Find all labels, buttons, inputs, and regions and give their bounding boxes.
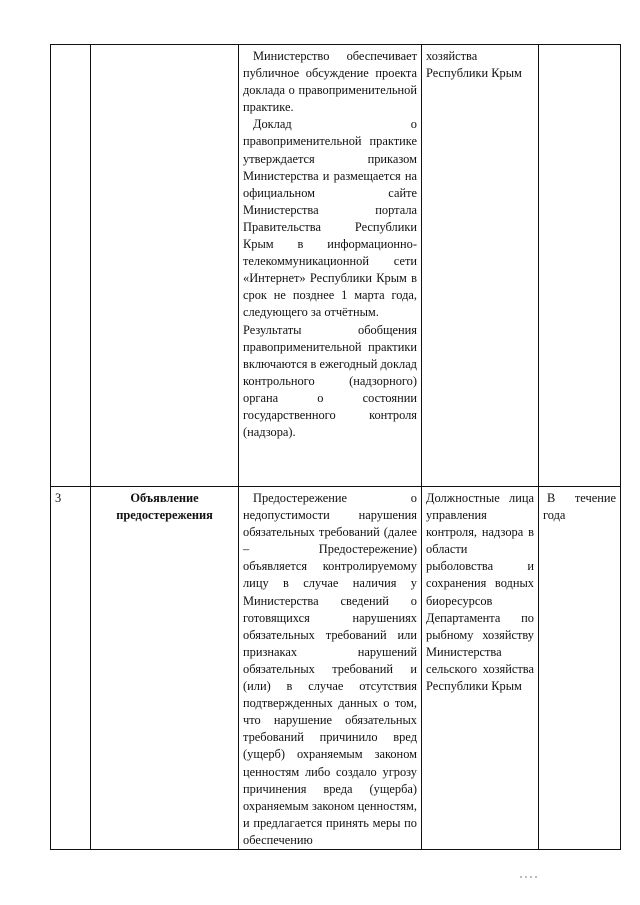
measure-name: Объявление предостережения	[116, 491, 213, 522]
description-paragraph: Результаты обобщения правоприменительной практики включаются в ежегодный доклад контрольного (надзорного) органа о состоянии государственного контроля (надзора).	[243, 322, 417, 440]
description-cell	[239, 45, 422, 487]
measure-name-cell	[91, 45, 239, 487]
term-cell: В течение года	[539, 487, 621, 850]
table-row	[51, 487, 621, 850]
description-paragraph: Доклад о правоприменительной практике утверждается приказом Министерства и размещается на официальном сайте Министерства портала Правительства Республики Крым в информационно-телекоммуникационной сети «Интернет» Республики Крым в срок не позднее 1 марта года, следующего за отчётным.	[243, 117, 417, 320]
description-paragraph: Министерство обеспечивает публичное обсуждение проекта доклада о правоприменительной практике.	[243, 49, 417, 115]
description-paragraph: Предостережение о недопустимости нарушения обязательных требований (далее – Предостережение) объявляется контролируемому лицу в случае наличия у Министерства сведений о готовящихся нарушениях обязательных требований или признаках нарушений обязательных требований и (или) в случае отсутствия подтвержденных данных о том, что нарушение обязательных требований причинило вред (ущерб) охраняемым законом ценностям либо создало угрозу причинения вреда (ущерба) охраняемым законом ценностям, и предлагается принять меры по обеспечению	[243, 491, 417, 847]
responsible-cell: хозяйства Республики Крым	[422, 45, 539, 487]
measure-name-cell	[91, 487, 239, 850]
term-cell	[539, 45, 621, 487]
table-row	[51, 45, 621, 487]
description-cell	[239, 487, 422, 850]
scan-artifact	[520, 876, 540, 878]
row-number-cell: 3	[51, 487, 91, 850]
plan-table	[50, 44, 621, 850]
responsible-cell: Должностные лица управления контроля, надзора в области рыболовства и сохранения водных биоресурсов Департамента по рыбному хозяйству Министерства сельского хозяйства Республики Крым	[422, 487, 539, 850]
row-number-cell	[51, 45, 91, 487]
